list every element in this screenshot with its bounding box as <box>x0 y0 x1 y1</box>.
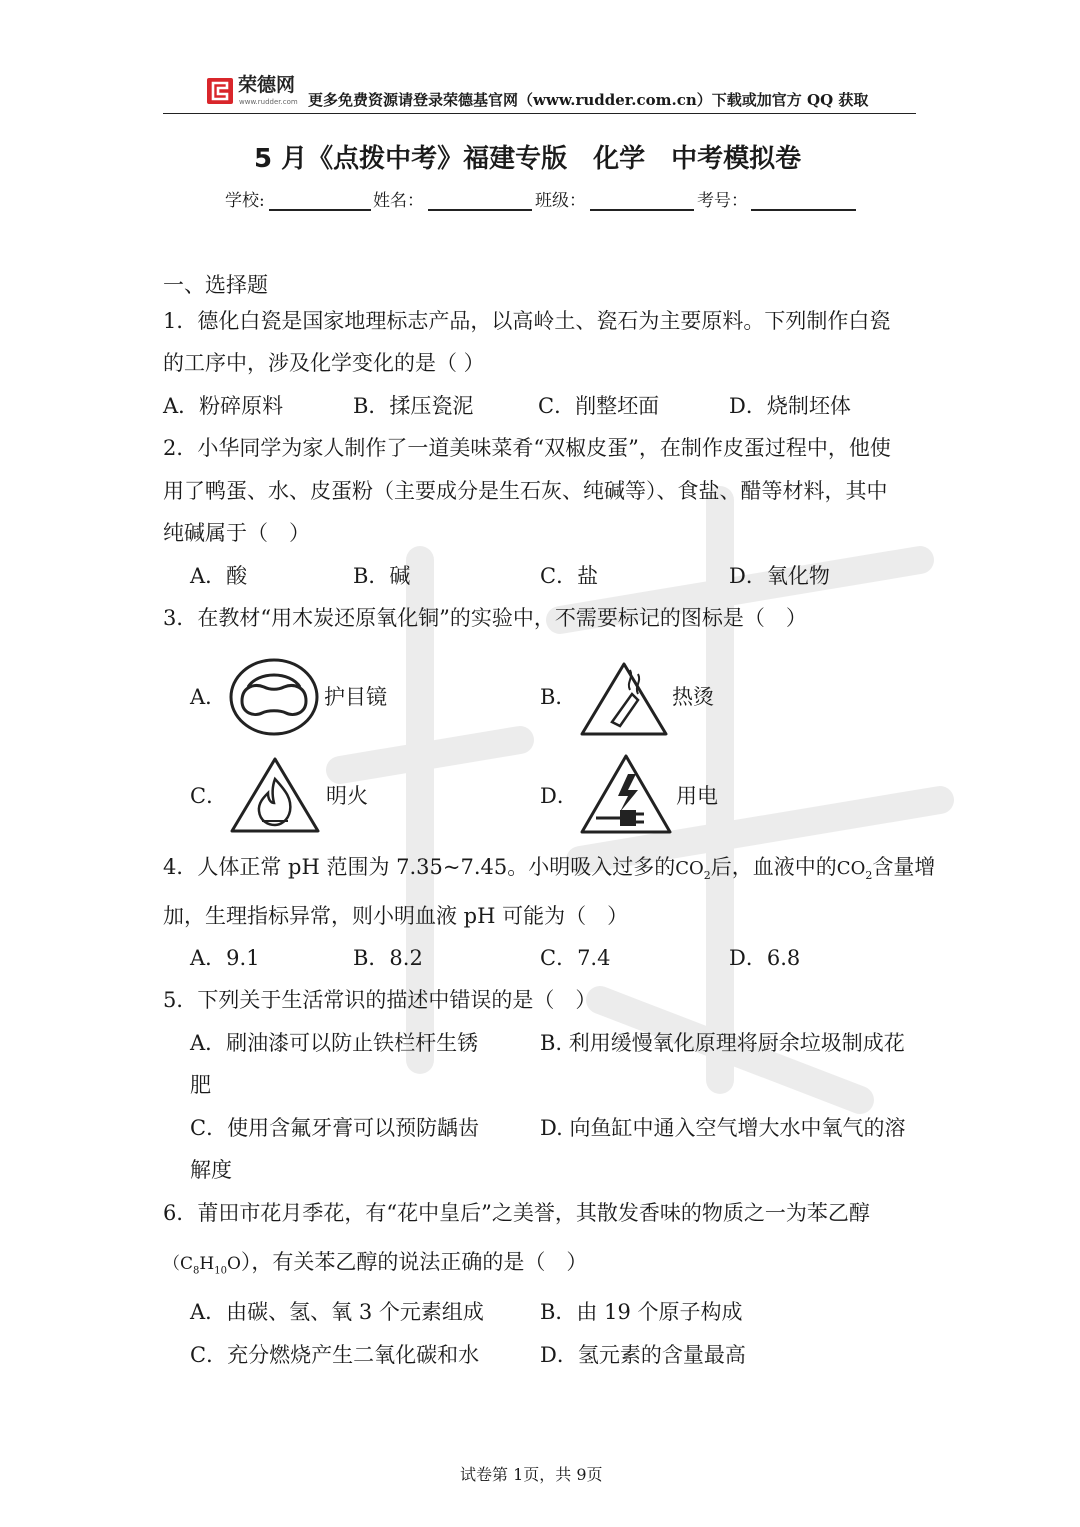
q3-option-d-label: 用电 <box>676 784 718 808</box>
class-label: 班级： <box>535 191 586 211</box>
exam-number-field[interactable] <box>751 209 856 211</box>
question-2-text-cont2: 纯碱属于（ ） <box>163 521 310 545</box>
q1-option-d[interactable]: D．烧制坯体 <box>729 394 851 418</box>
exam-number-label: 考号： <box>697 191 748 211</box>
q4-option-d[interactable]: D．6.8 <box>729 946 801 970</box>
header-note: 更多免费资源请登录荣德基官网（www.rudder.com.cn）下载或加官方 QQ 获取 <box>308 91 869 109</box>
q5-option-b[interactable]: B. 利用缓慢氧化原理将厨余垃圾制成花 <box>540 1031 905 1055</box>
question-4-text-c: 含量增 <box>872 855 936 879</box>
q3-option-a-letter[interactable]: A． <box>190 685 227 709</box>
school-label: 学校: <box>225 191 265 211</box>
q3-option-a-label: 护目镜 <box>324 685 387 709</box>
class-field[interactable] <box>590 209 694 211</box>
question-2-text: 2．小华同学为家人制作了一道美味菜肴“双椒皮蛋”，在制作皮蛋过程中，他使 <box>163 436 891 460</box>
question-1-text: 1．德化白瓷是国家地理标志产品，以高岭土、瓷石为主要原料。下列制作白瓷 <box>163 309 891 333</box>
q5-option-a[interactable]: A．刷油漆可以防止铁栏杆生锈 <box>190 1031 479 1055</box>
q6-option-c[interactable]: C．充分燃烧产生二氧化碳和水 <box>190 1343 480 1367</box>
question-5-text: 5．下列关于生活常识的描述中错误的是（ ） <box>163 988 597 1012</box>
q3-option-d-letter[interactable]: D． <box>540 784 578 808</box>
q6-option-b[interactable]: B．由 19 个原子构成 <box>540 1300 743 1324</box>
question-6-text: 6．莆田市花月季花，有“花中皇后”之美誉，其散发香味的物质之一为苯乙醇 <box>163 1201 870 1225</box>
question-4-text-cont: 加，生理指标异常，则小明血液 pH 可能为（ ） <box>163 904 629 928</box>
goggles-icon <box>228 657 320 737</box>
header-divider <box>163 113 916 114</box>
q1-option-a[interactable]: A．粉碎原料 <box>163 394 284 418</box>
q2-option-d[interactable]: D．氧化物 <box>729 564 830 588</box>
q4-option-b[interactable]: B．8.2 <box>353 946 423 970</box>
q3-option-c-letter[interactable]: C． <box>190 784 228 808</box>
name-field[interactable] <box>428 209 532 211</box>
phenylethanol-formula: $C_8H_{10}O$ <box>180 1254 241 1277</box>
name-label: 姓名： <box>373 191 424 211</box>
page-footer: 试卷第 1页，共 9页 <box>460 1465 603 1484</box>
logo-text: 荣德网 <box>238 74 296 96</box>
q4-option-c[interactable]: C．7.4 <box>540 946 611 970</box>
q1-option-b[interactable]: B．揉压瓷泥 <box>353 394 474 418</box>
q5-option-c[interactable]: C．使用含氟牙膏可以预防龋齿 <box>190 1116 480 1140</box>
q5-option-d[interactable]: D. 向鱼缸中通入空气增大水中氧气的溶 <box>540 1116 906 1140</box>
question-4-text-a: 4．人体正常 pH 范围为 7.35~7.45。小明吸入过多的 <box>163 855 676 879</box>
co2-formula: $CO_2$ <box>836 858 873 883</box>
q6-option-a[interactable]: A．由碳、氢、氧 3 个元素组成 <box>190 1300 484 1324</box>
q2-option-a[interactable]: A．酸 <box>190 564 248 588</box>
open-flame-icon <box>228 755 322 835</box>
question-4-text <box>163 857 935 881</box>
hot-surface-icon <box>578 660 670 738</box>
q2-option-c[interactable]: C．盐 <box>540 564 599 588</box>
question-1-text-cont: 的工序中，涉及化学变化的是（ ） <box>163 351 485 375</box>
question-6-text-cont: $(C_8H_{10}O)$，有关苯乙醇的说法正确的是（ ） <box>163 1250 588 1277</box>
q4-option-a[interactable]: A．9.1 <box>190 946 260 970</box>
electricity-icon <box>578 752 674 836</box>
q5-option-d-cont: 解度 <box>190 1158 232 1182</box>
q3-option-b-letter[interactable]: B． <box>540 685 577 709</box>
page-title: 5 月《点拨中考》福建专版 化学 中考模拟卷 <box>254 144 802 174</box>
question-2-text-cont: 用了鸭蛋、水、皮蛋粉（主要成分是生石灰、纯碱等）、食盐、醋等材料，其中 <box>163 479 888 503</box>
q6-option-d[interactable]: D．氢元素的含量最高 <box>540 1343 746 1367</box>
q5-option-b-cont: 肥 <box>190 1073 211 1097</box>
logo-icon <box>207 78 233 104</box>
school-field[interactable] <box>269 209 371 211</box>
q2-option-b[interactable]: B．碱 <box>353 564 411 588</box>
question-3-text: 3．在教材“用木炭还原氧化铜”的实验中，不需要标记的图标是（ ） <box>163 606 807 630</box>
q1-option-c[interactable]: C．削整坯面 <box>538 394 660 418</box>
q3-option-b-label: 热烫 <box>672 685 714 709</box>
section-heading: 一、选择题 <box>163 273 268 297</box>
co2-formula: $CO_2$ <box>675 858 711 883</box>
question-4-text-b: 后，血液中的 <box>710 855 837 879</box>
q3-option-c-label: 明火 <box>326 784 368 808</box>
logo-url: www.rudder.com <box>239 98 298 106</box>
